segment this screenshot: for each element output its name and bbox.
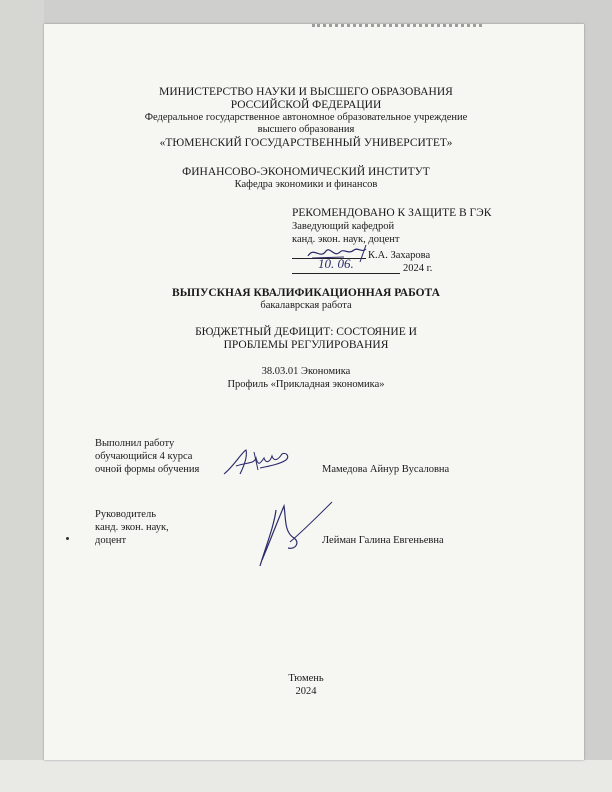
department-name: Кафедра экономики и финансов <box>234 179 378 190</box>
author-label-3: очной формы обучения <box>95 464 200 475</box>
supervisor-label-3: доцент <box>95 535 127 546</box>
approval-date-line <box>292 273 400 274</box>
supervisor-name: Лейман Галина Евгеньевна <box>322 535 444 546</box>
approval-role: Заведующий кафедрой <box>292 221 395 232</box>
ministry-line-2: РОССИЙСКОЙ ФЕДЕРАЦИИ <box>230 99 382 111</box>
institution-type-line-1: Федеральное государственное автономное образовательное учреждение <box>144 112 468 123</box>
footer-city: Тюмень <box>288 673 324 684</box>
supervisor-signature-icon <box>254 496 334 570</box>
approval-title: РЕКОМЕНДОВАНО К ЗАЩИТЕ В ГЭК <box>292 207 492 219</box>
approval-handwritten-date: 10. 06. <box>318 256 354 271</box>
supervisor-label-2: канд. экон. наук, <box>95 522 169 533</box>
specialty: 38.03.01 Экономика <box>261 366 351 377</box>
work-type: ВЫПУСКНАЯ КВАЛИФИКАЦИОННАЯ РАБОТА <box>172 287 440 299</box>
work-title-line-2: ПРОБЛЕМЫ РЕГУЛИРОВАНИЯ <box>223 339 389 351</box>
approval-degree: канд. экон. наук, доцент <box>292 234 400 245</box>
work-subtype: бакалаврская работа <box>260 300 352 311</box>
author-label-1: Выполнил работу <box>95 438 175 449</box>
author-name: Мамедова Айнур Вусаловна <box>322 464 450 475</box>
approval-head-name: К.А. Захарова <box>368 250 431 261</box>
author-signature-icon <box>220 444 296 480</box>
scan-speck <box>66 537 69 540</box>
approval-year: 2024 г. <box>403 263 433 274</box>
ministry-line-1: МИНИСТЕРСТВО НАУКИ И ВЫСШЕГО ОБРАЗОВАНИЯ <box>159 86 453 98</box>
footer-year: 2024 <box>295 686 317 697</box>
institute-name: ФИНАНСОВО-ЭКОНОМИЧЕСКИЙ ИНСТИТУТ <box>182 166 430 178</box>
university-name: «ТЮМЕНСКИЙ ГОСУДАРСТВЕННЫЙ УНИВЕРСИТЕТ» <box>159 137 453 149</box>
profile: Профиль «Прикладная экономика» <box>227 379 385 390</box>
institution-type-line-2: высшего образования <box>257 124 355 135</box>
supervisor-label-1: Руководитель <box>95 509 156 520</box>
scan-background-bottom <box>0 760 612 792</box>
scan-edge-marks <box>312 24 482 33</box>
author-label-2: обучающийся 4 курса <box>95 451 193 462</box>
work-title-line-1: БЮДЖЕТНЫЙ ДЕФИЦИТ: СОСТОЯНИЕ И <box>195 326 417 338</box>
